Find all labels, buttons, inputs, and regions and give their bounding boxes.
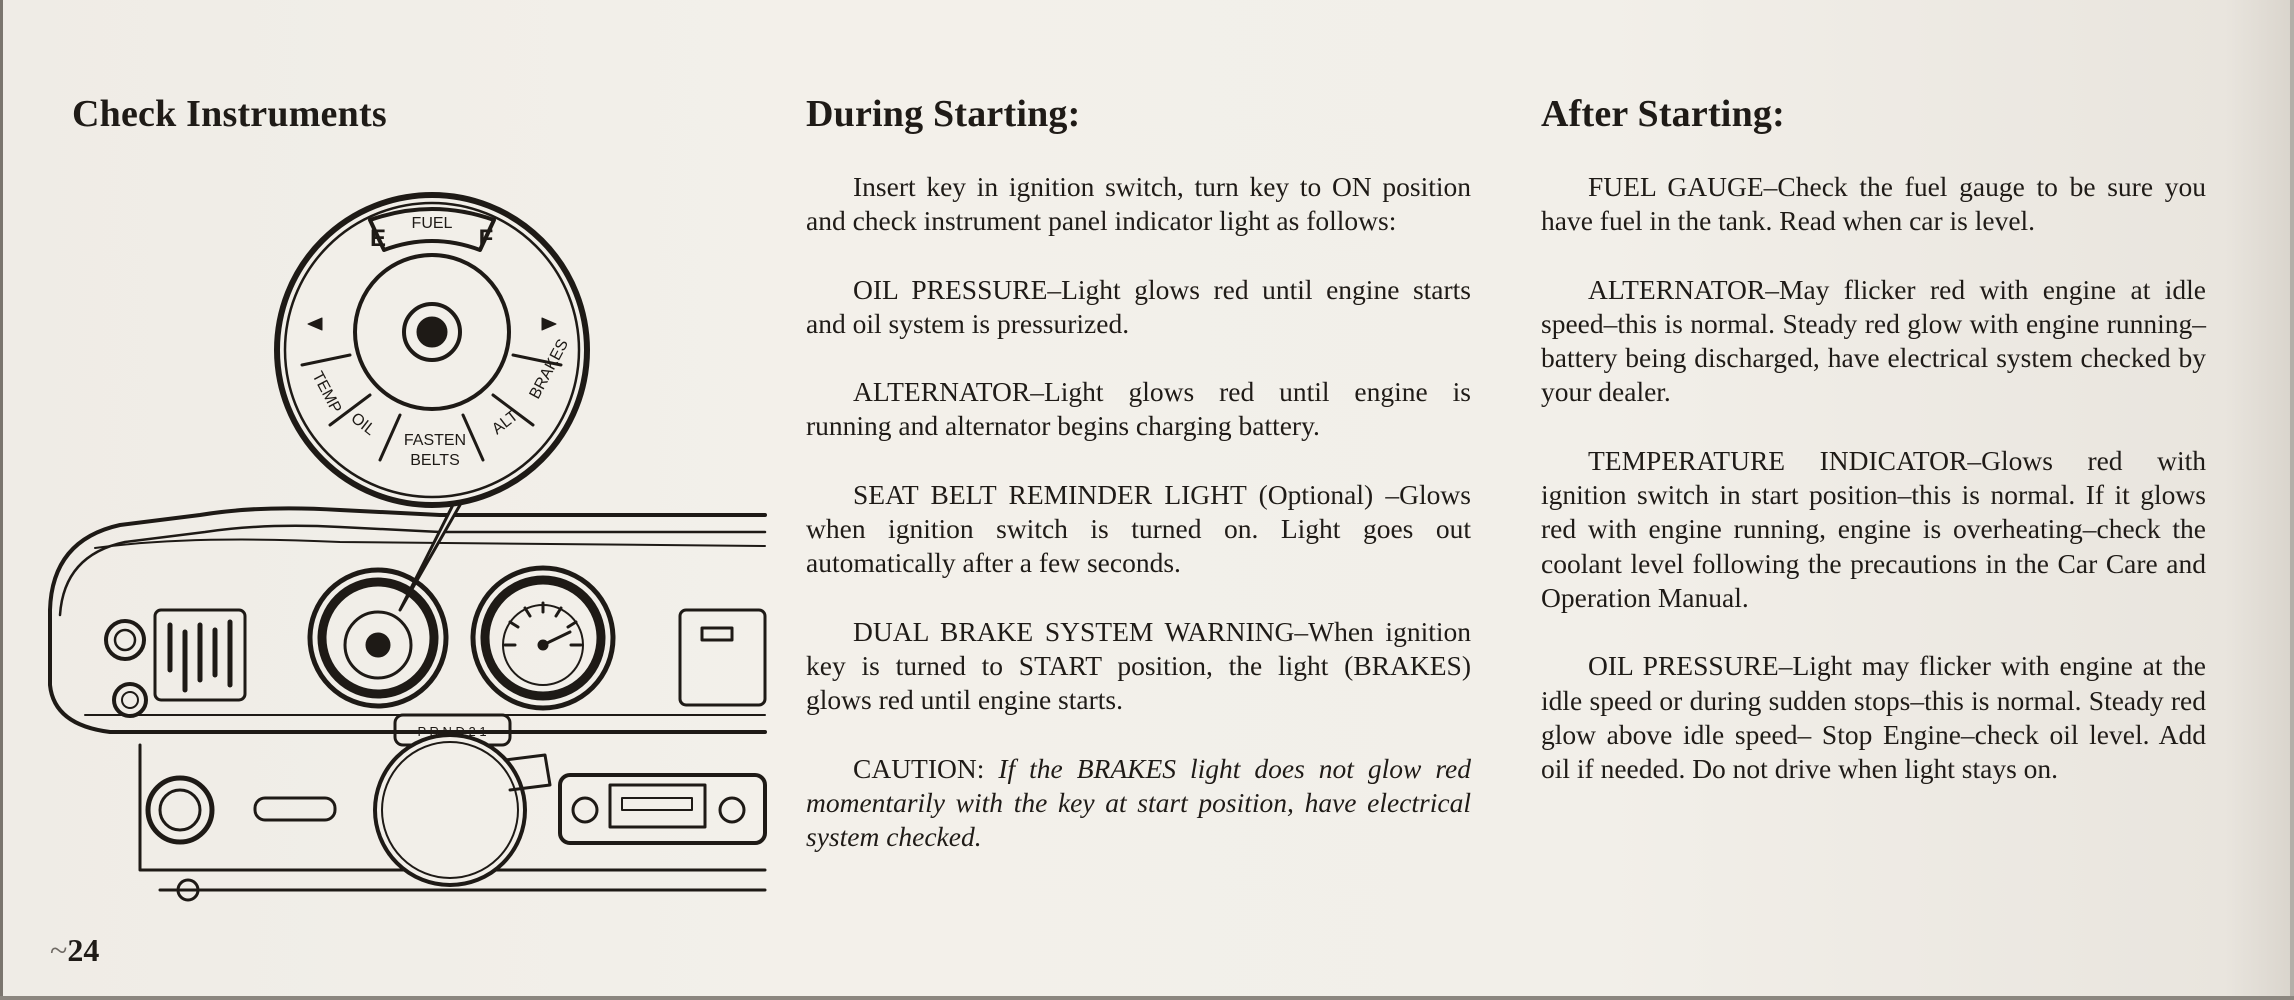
caution-text: If the BRAKES light does not glow red momentarily with the key at start position, have electrical system checked. — [806, 752, 1471, 853]
after-starting-heading: After Starting: — [1541, 93, 1785, 135]
temp-label: TEMP — [308, 368, 345, 417]
scan-edge-left — [0, 0, 3, 1000]
during-starting-heading: During Starting: — [806, 93, 1081, 135]
during-starting-brake-warning: DUAL BRAKE SYSTEM WARNING–When ignition key is turned to START position, the light (BRAKES) glows red until engine starts. — [806, 615, 1471, 716]
after-starting-oil-pressure: OIL PRESSURE–Light may flicker with engine at the idle speed or during sudden stops–this is normal. Steady red glow above idle speed– Stop Engine–check oil level. Add oil if needed. Do not drive when light stays on. — [1541, 650, 2206, 785]
after-starting-temperature: TEMPERATURE INDICATOR–Glows red with ignition switch in start position–this is normal. If it glows red with engine running, engine is overheating–check the coolant level following the precautions in the Car Care and Operation Manual. — [1541, 444, 2206, 613]
fuel-label: FUEL — [411, 215, 453, 232]
scan-edge-right — [2290, 0, 2294, 1000]
after-starting-alternator: ALTERNATOR–May flicker red with engine at idle speed–this is normal. Steady red glow with engine running–battery being discharged, have electrical system checked by your dealer. — [1541, 273, 2206, 408]
page-number-prefix: ~ — [50, 932, 68, 968]
alt-label: ALT — [488, 407, 522, 439]
after-starting-column — [1541, 170, 2206, 820]
page-number — [50, 932, 99, 969]
fuel-empty-label: E — [369, 225, 387, 252]
during-starting-intro: Insert key in ignition switch, turn key to ON position and check instrument panel indicator light as follows: — [806, 171, 1471, 237]
during-starting-column — [806, 170, 1471, 888]
scan-edge-bottom — [0, 996, 2294, 1000]
fasten-belts-label-line1: FASTEN — [403, 432, 467, 449]
fasten-belts-label-line2: BELTS — [410, 452, 460, 469]
caution-label: CAUTION: — [853, 752, 985, 784]
page-number-value: 24 — [67, 932, 100, 968]
shift-indicator-label: P R N D 2 1 — [417, 724, 487, 739]
during-starting-alternator: ALTERNATOR–Light glows red until engine is running and alternator begins charging battery. — [806, 376, 1471, 442]
during-starting-seat-belt: SEAT BELT REMINDER LIGHT (Optional) –Glows when ignition switch is turned on. Light goes out automatically after a few seconds. — [806, 478, 1471, 579]
after-starting-fuel-gauge: FUEL GAUGE–Check the fuel gauge to be sure you have fuel in the tank. Read when car is level. — [1541, 171, 2206, 237]
brakes-label: BRAKES — [526, 336, 573, 402]
fuel-full-label: F — [478, 225, 494, 252]
check-instruments-heading: Check Instruments — [72, 93, 387, 135]
oil-label: OIL — [347, 409, 379, 440]
instrument-panel-illustration — [40, 170, 780, 910]
during-starting-oil-pressure: OIL PRESSURE–Light glows red until engine starts and oil system is pressurized. — [806, 273, 1471, 339]
caution-paragraph — [806, 752, 1471, 855]
